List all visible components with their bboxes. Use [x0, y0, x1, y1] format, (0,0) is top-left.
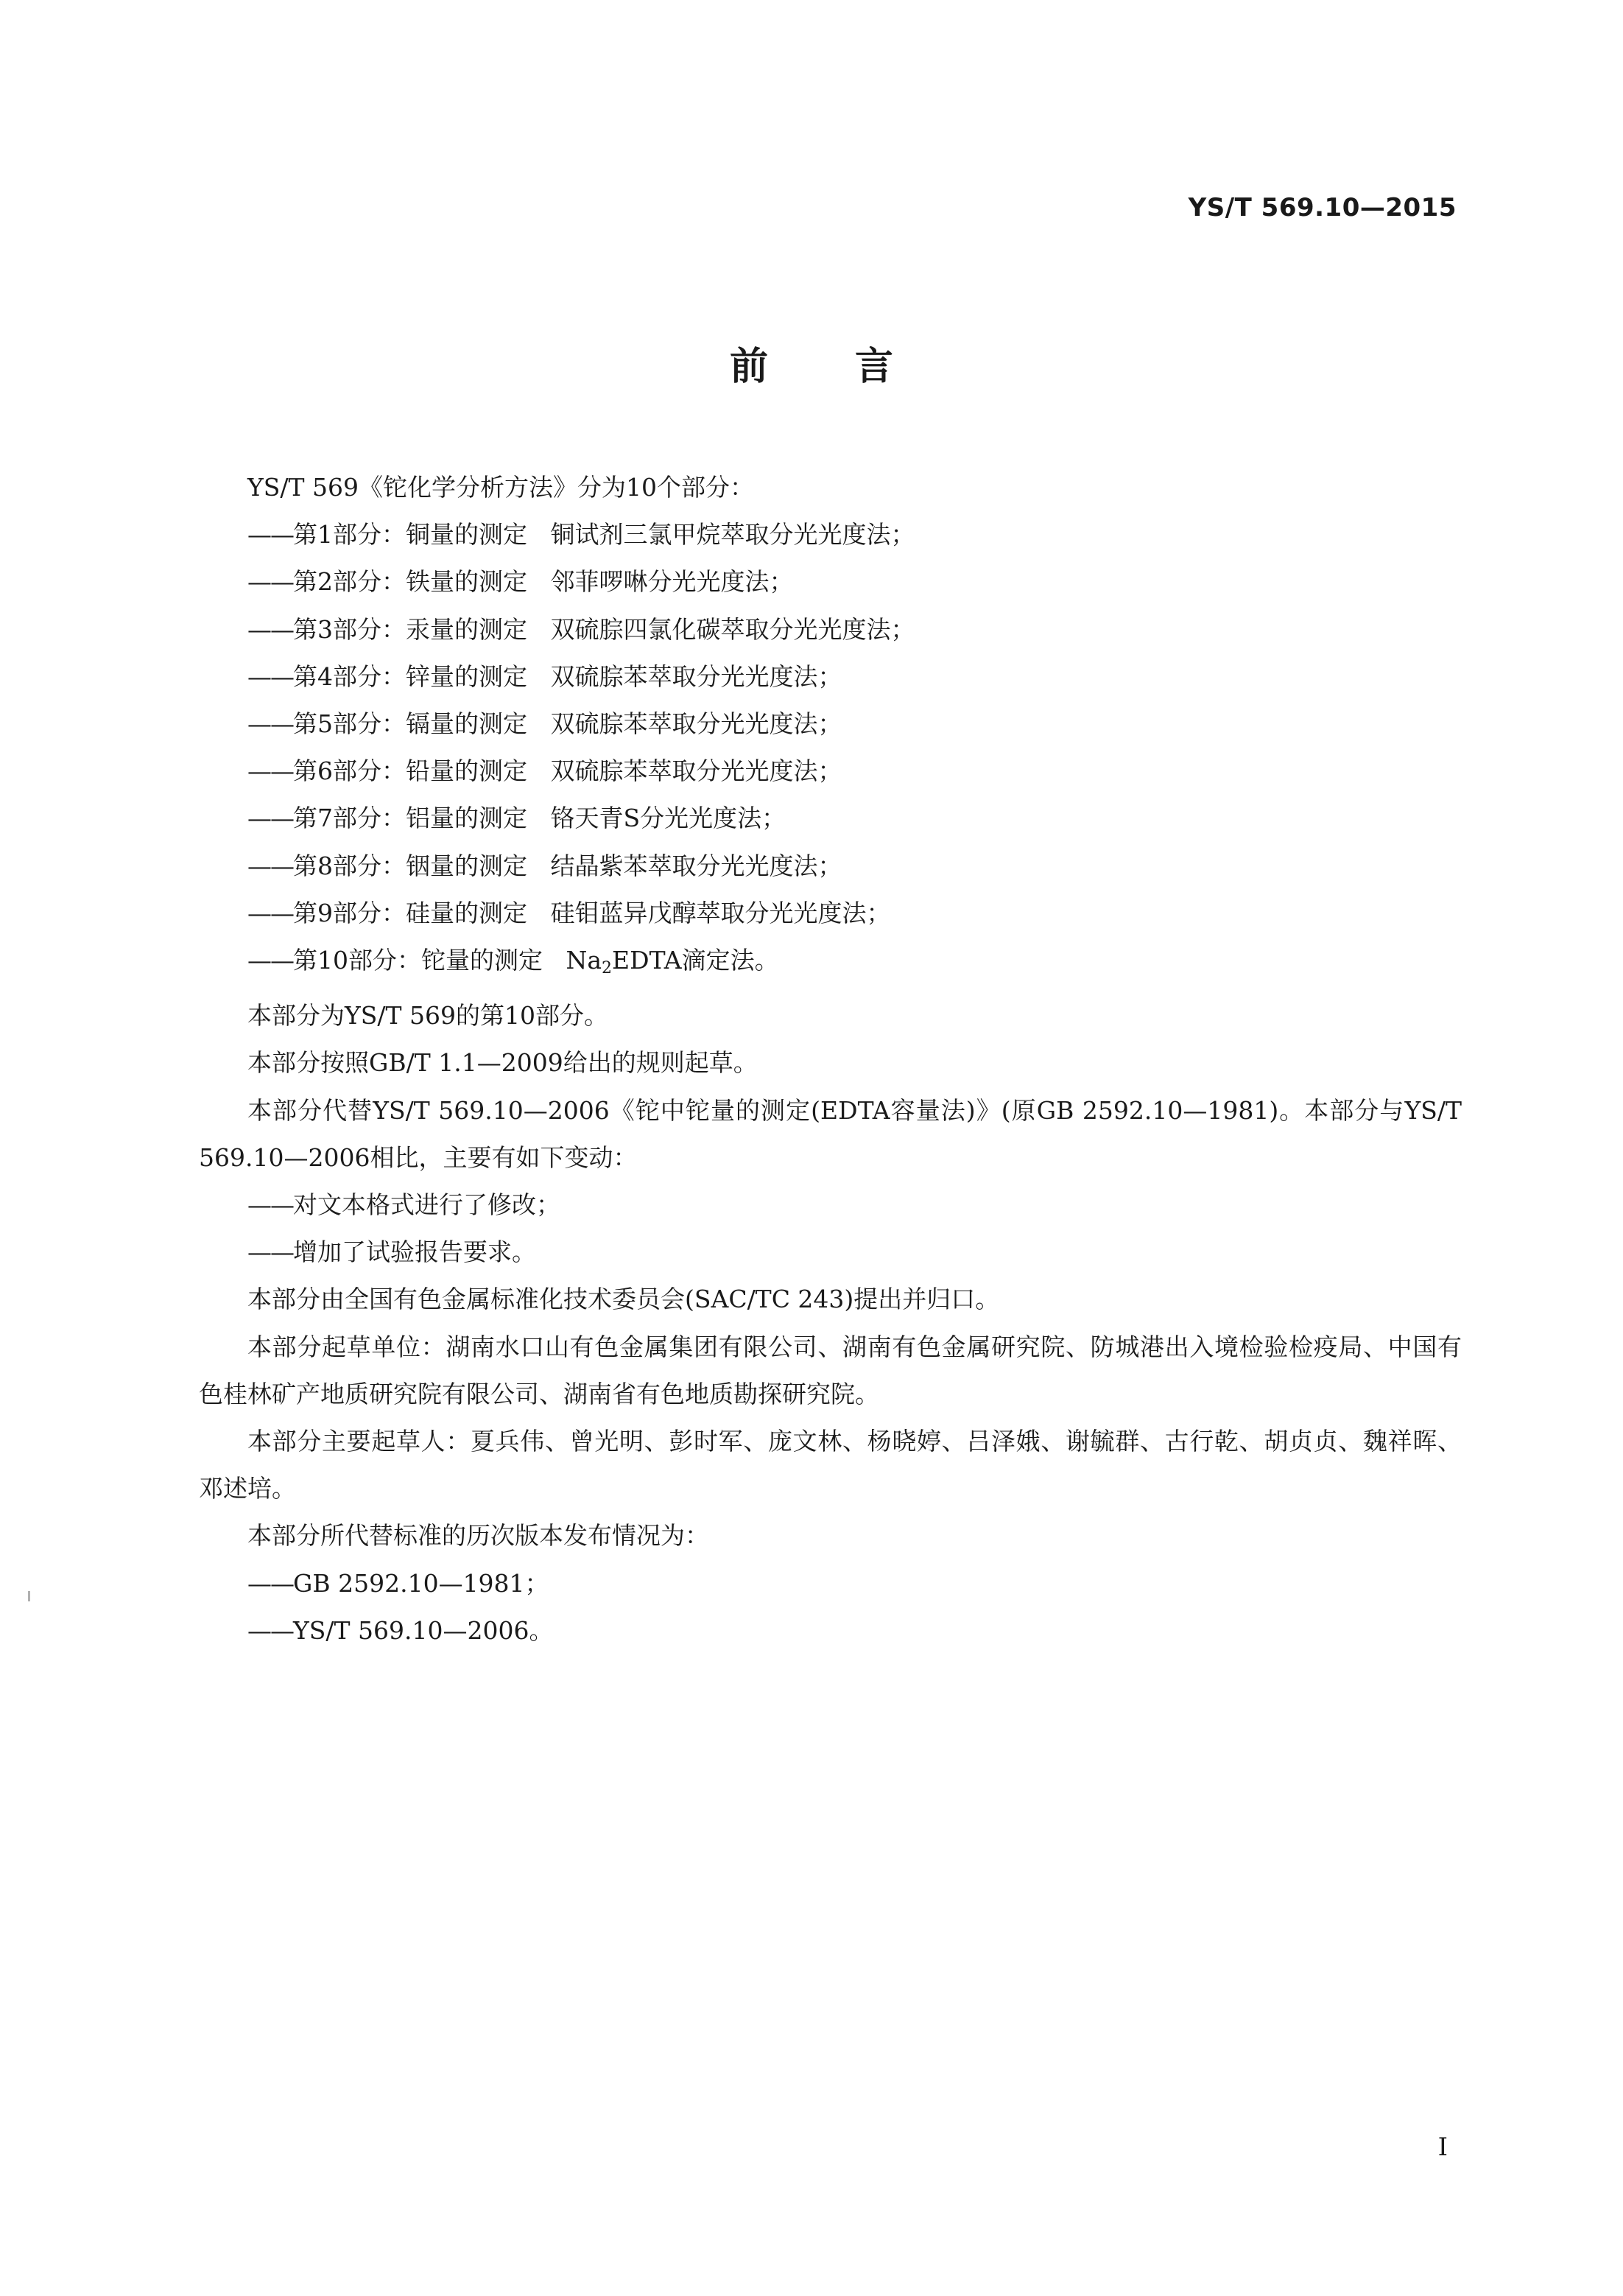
part-10-label: 第10部分：铊量的测定 — [293, 946, 543, 975]
list-dash: —— — [247, 1568, 293, 1598]
history-text: GB 2592.10—1981； — [293, 1568, 549, 1598]
part-number: 3 — [317, 614, 333, 644]
parts-list — [199, 511, 1462, 937]
document-body — [199, 464, 1462, 1654]
part-item-8 — [199, 843, 1462, 890]
part-item-6 — [199, 748, 1462, 795]
list-dash: —— — [247, 567, 293, 597]
part-method: 结晶紫苯萃取分光光度法； — [550, 851, 842, 880]
history-list — [199, 1560, 1462, 1654]
part-label-suffix: 部分： — [333, 898, 406, 927]
part-item-2 — [199, 558, 1462, 605]
part-analyte: 铝量的测定 — [406, 804, 527, 833]
part-10-subscript: 2 — [602, 959, 613, 978]
part-item-10 — [199, 937, 1462, 992]
part-number: 9 — [317, 898, 333, 927]
part-label-prefix: 第 — [293, 567, 317, 597]
history-text: YS/T 569.10—2006。 — [293, 1615, 554, 1645]
intro-paragraph: YS/T 569《铊化学分析方法》分为10个部分： — [247, 473, 754, 502]
part-analyte: 铁量的测定 — [406, 567, 527, 597]
part-label-suffix: 部分： — [333, 614, 406, 644]
part-label-suffix: 部分： — [333, 851, 406, 880]
part-label-suffix: 部分： — [333, 756, 406, 786]
part-analyte: 汞量的测定 — [406, 614, 527, 644]
part-number: 4 — [317, 661, 333, 691]
part-label-prefix: 第 — [293, 851, 317, 880]
list-dash: —— — [247, 1190, 293, 1220]
part-method: 双硫腙苯萃取分光光度法； — [550, 709, 842, 739]
part-label-prefix: 第 — [293, 661, 317, 691]
list-dash: —— — [247, 661, 293, 691]
part-analyte: 铟量的测定 — [406, 851, 527, 880]
part-label-prefix: 第 — [293, 898, 317, 927]
part-number: 6 — [317, 756, 333, 786]
part-label-suffix: 部分： — [333, 661, 406, 691]
part-item-4 — [199, 653, 1462, 701]
part-number: 1 — [317, 520, 333, 550]
part-analyte: 硅量的测定 — [406, 898, 527, 927]
part-label-prefix: 第 — [293, 709, 317, 739]
part-method: 硅钼蓝异戊醇萃取分光光度法； — [550, 898, 891, 927]
scan-speck — [28, 1591, 30, 1601]
part-item-9 — [199, 890, 1462, 937]
part-10-method: EDTA滴定法。 — [612, 946, 779, 975]
gap — [527, 709, 550, 738]
part-method: 铜试剂三氯甲烷萃取分光光度法； — [550, 520, 915, 550]
history-item — [199, 1560, 1462, 1607]
change-item — [199, 1182, 1462, 1229]
part-item-1 — [199, 511, 1462, 558]
gap — [527, 567, 550, 596]
history-paragraph: 本部分所代替标准的历次版本发布情况为： — [247, 1521, 709, 1551]
part-analyte: 铜量的测定 — [406, 520, 527, 550]
gap — [527, 756, 550, 785]
drafting-rules-paragraph: 本部分按照GB/T 1.1—2009给出的规则起草。 — [247, 1048, 758, 1078]
part-analyte: 锌量的测定 — [406, 661, 527, 691]
list-dash: —— — [247, 756, 293, 786]
part-label-suffix: 部分： — [333, 567, 406, 597]
proposal-paragraph: 本部分由全国有色金属标准化技术委员会(SAC/TC 243)提出并归口。 — [247, 1285, 1000, 1314]
page-number: I — [1437, 2132, 1448, 2162]
list-dash: —— — [247, 614, 293, 644]
part-label-prefix: 第 — [293, 614, 317, 644]
part-label-prefix: 第 — [293, 756, 317, 786]
gap — [527, 662, 550, 691]
part-label-prefix: 第 — [293, 804, 317, 833]
list-dash: —— — [247, 851, 293, 880]
part-label-suffix: 部分： — [333, 804, 406, 833]
list-dash: —— — [247, 520, 293, 550]
list-dash: —— — [247, 804, 293, 833]
part-number: 5 — [317, 709, 333, 739]
part-number: 8 — [317, 851, 333, 880]
list-dash: —— — [247, 1615, 293, 1645]
replacement-paragraph: 本部分代替YS/T 569.10—2006《铊中铊量的测定(EDTA容量法)》(原GB 2592.10—1981)。本部分与YS/T 569.10—2006相比，主要有如下变动： — [199, 1095, 1462, 1172]
part-label-suffix: 部分： — [333, 520, 406, 550]
part-label-prefix: 第 — [293, 520, 317, 550]
changes-list — [199, 1182, 1462, 1276]
part-item-3 — [199, 606, 1462, 653]
part-number: 2 — [317, 567, 333, 597]
drafting-units-paragraph: 本部分起草单位：湖南水口山有色金属集团有限公司、湖南有色金属研究院、防城港出入境检验检疫局、中国有色桂林矿产地质研究院有限公司、湖南省有色地质勘探研究院。 — [199, 1332, 1462, 1408]
part-item-5 — [199, 701, 1462, 748]
part-method: 铬天青S分光光度法； — [550, 804, 786, 833]
part-method: 双硫腙四氯化碳萃取分光光度法； — [550, 614, 915, 644]
gap — [527, 520, 550, 549]
change-item — [199, 1229, 1462, 1276]
change-text: 对文本格式进行了修改； — [293, 1190, 560, 1220]
part-label-suffix: 部分： — [333, 709, 406, 739]
gap — [527, 804, 550, 832]
part-item-7 — [199, 795, 1462, 842]
list-dash: —— — [247, 709, 293, 739]
list-dash: —— — [247, 898, 293, 927]
part-of-paragraph: 本部分为YS/T 569的第10部分。 — [247, 1001, 608, 1031]
gap — [527, 899, 550, 927]
part-method: 双硫腙苯萃取分光光度法； — [550, 661, 842, 691]
standard-code: YS/T 569.10—2015 — [1188, 193, 1457, 222]
part-method: 邻菲啰啉分光光度法； — [550, 567, 794, 597]
list-dash: —— — [247, 1237, 293, 1267]
list-dash: —— — [247, 946, 293, 975]
change-text: 增加了试验报告要求。 — [293, 1237, 536, 1267]
drafters-paragraph: 本部分主要起草人：夏兵伟、曾光明、彭时军、庞文林、杨晓婷、吕泽娥、谢毓群、古行乾、胡贞贞、魏祥晖、邓述培。 — [199, 1427, 1462, 1503]
part-analyte: 镉量的测定 — [406, 709, 527, 739]
part-analyte: 铅量的测定 — [406, 756, 527, 786]
part-number: 7 — [317, 804, 333, 833]
part-10-na: Na — [566, 946, 602, 975]
page-title: 前言 — [729, 345, 980, 389]
part-method: 双硫腙苯萃取分光光度法； — [550, 756, 842, 786]
history-item — [199, 1607, 1462, 1654]
gap — [527, 615, 550, 644]
gap — [527, 852, 550, 880]
